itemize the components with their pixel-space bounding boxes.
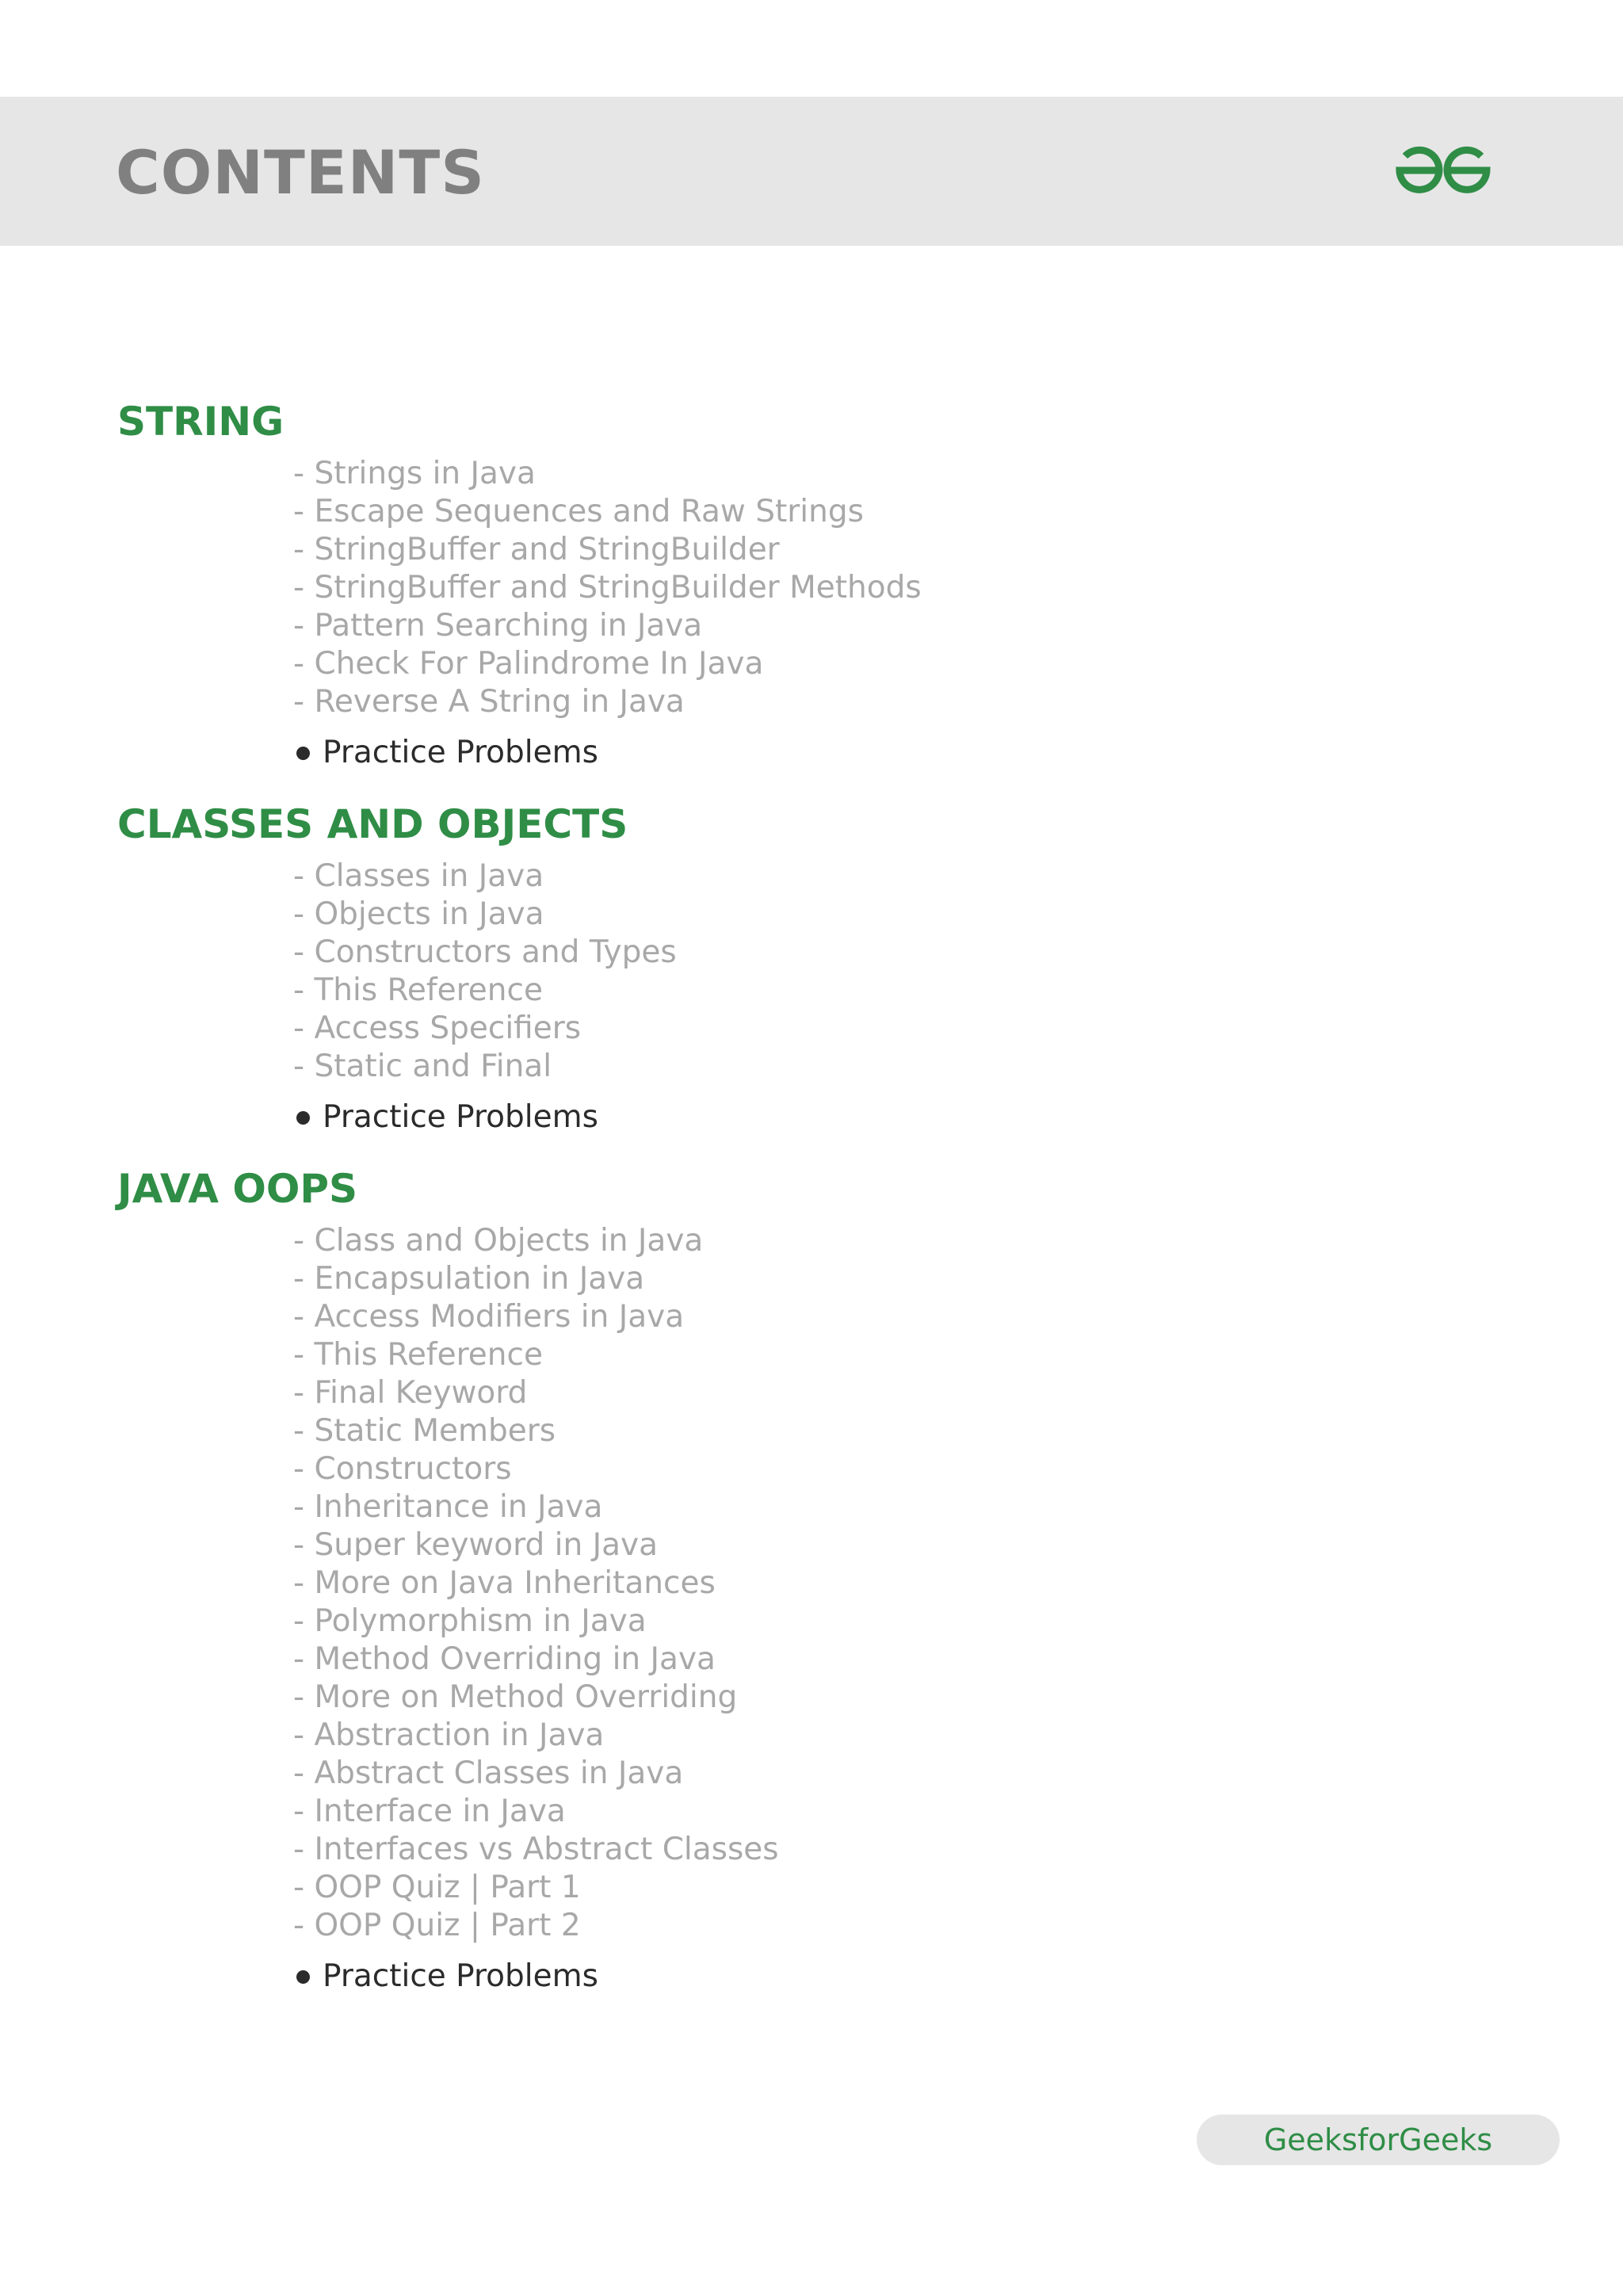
page-title: CONTENTS [116,137,485,208]
practice-problems-label: Practice Problems [323,1099,598,1135]
topic-item: - Static and Final [293,1049,552,1084]
footer-brand-text: GeeksforGeeks [1263,2122,1493,2157]
topic-item: - Inheritance in Java [293,1489,603,1525]
footer-brand-pill [1197,2115,1560,2165]
toc-section [117,799,1544,1137]
practice-problems-label: Practice Problems [323,1958,598,1994]
section-heading: STRING [117,399,285,445]
topic-item: - Access Modifiers in Java [293,1299,685,1335]
topic-item: - Interfaces vs Abstract Classes [293,1832,779,1867]
topic-item: - Objects in Java [293,896,544,932]
topic-list [117,455,1544,721]
topic-list [117,1222,1544,1945]
topic-item: - Strings in Java [293,456,536,491]
topic-item: - Classes in Java [293,858,544,894]
topic-item: - Polymorphism in Java [293,1603,647,1639]
topic-item: - Pattern Searching in Java [293,608,703,644]
topic-item: - Static Members [293,1413,556,1449]
topic-item: - Reverse A String in Java [293,684,685,720]
practice-problems-item [293,734,1544,772]
toc-section [117,396,1544,772]
topic-item: - Constructors [293,1451,512,1487]
topic-item: - More on Java Inheritances [293,1565,716,1601]
bullet-icon [296,1970,310,1984]
topic-item: - Class and Objects in Java [293,1223,704,1259]
topic-item: - Access Specifiers [293,1010,582,1046]
table-of-contents [117,396,1544,2023]
topic-item: - Interface in Java [293,1794,566,1829]
bullet-icon [296,747,310,760]
topic-item: - Final Keyword [293,1375,528,1411]
topic-item: - This Reference [293,1337,543,1373]
practice-problems-label: Practice Problems [323,735,598,770]
topic-item: - OOP Quiz | Part 2 [293,1908,581,1943]
topic-item: - StringBuffer and StringBuilder Methods [293,570,922,606]
topic-item: - More on Method Overriding [293,1679,738,1715]
topic-item: - Check For Palindrome In Java [293,646,764,682]
practice-problems-item [293,1098,1544,1137]
topic-item: - This Reference [293,972,543,1008]
topic-item: - Encapsulation in Java [293,1261,645,1297]
topic-item: - Method Overriding in Java [293,1641,716,1677]
geeksforgeeks-logo-icon [1393,144,1493,197]
topic-item: - Super keyword in Java [293,1527,658,1563]
section-heading: CLASSES AND OBJECTS [117,801,628,847]
toc-section [117,1163,1544,1996]
topic-list [117,858,1544,1086]
topic-item: - Abstraction in Java [293,1717,605,1753]
practice-problems-item [293,1958,1544,1996]
bullet-icon [296,1111,310,1125]
topic-item: - Abstract Classes in Java [293,1755,684,1791]
topic-item: - StringBuffer and StringBuilder [293,532,780,567]
section-heading: JAVA OOPS [117,1166,357,1212]
topic-item: - Constructors and Types [293,934,677,970]
topic-item: - OOP Quiz | Part 1 [293,1870,581,1905]
topic-item: - Escape Sequences and Raw Strings [293,494,864,529]
